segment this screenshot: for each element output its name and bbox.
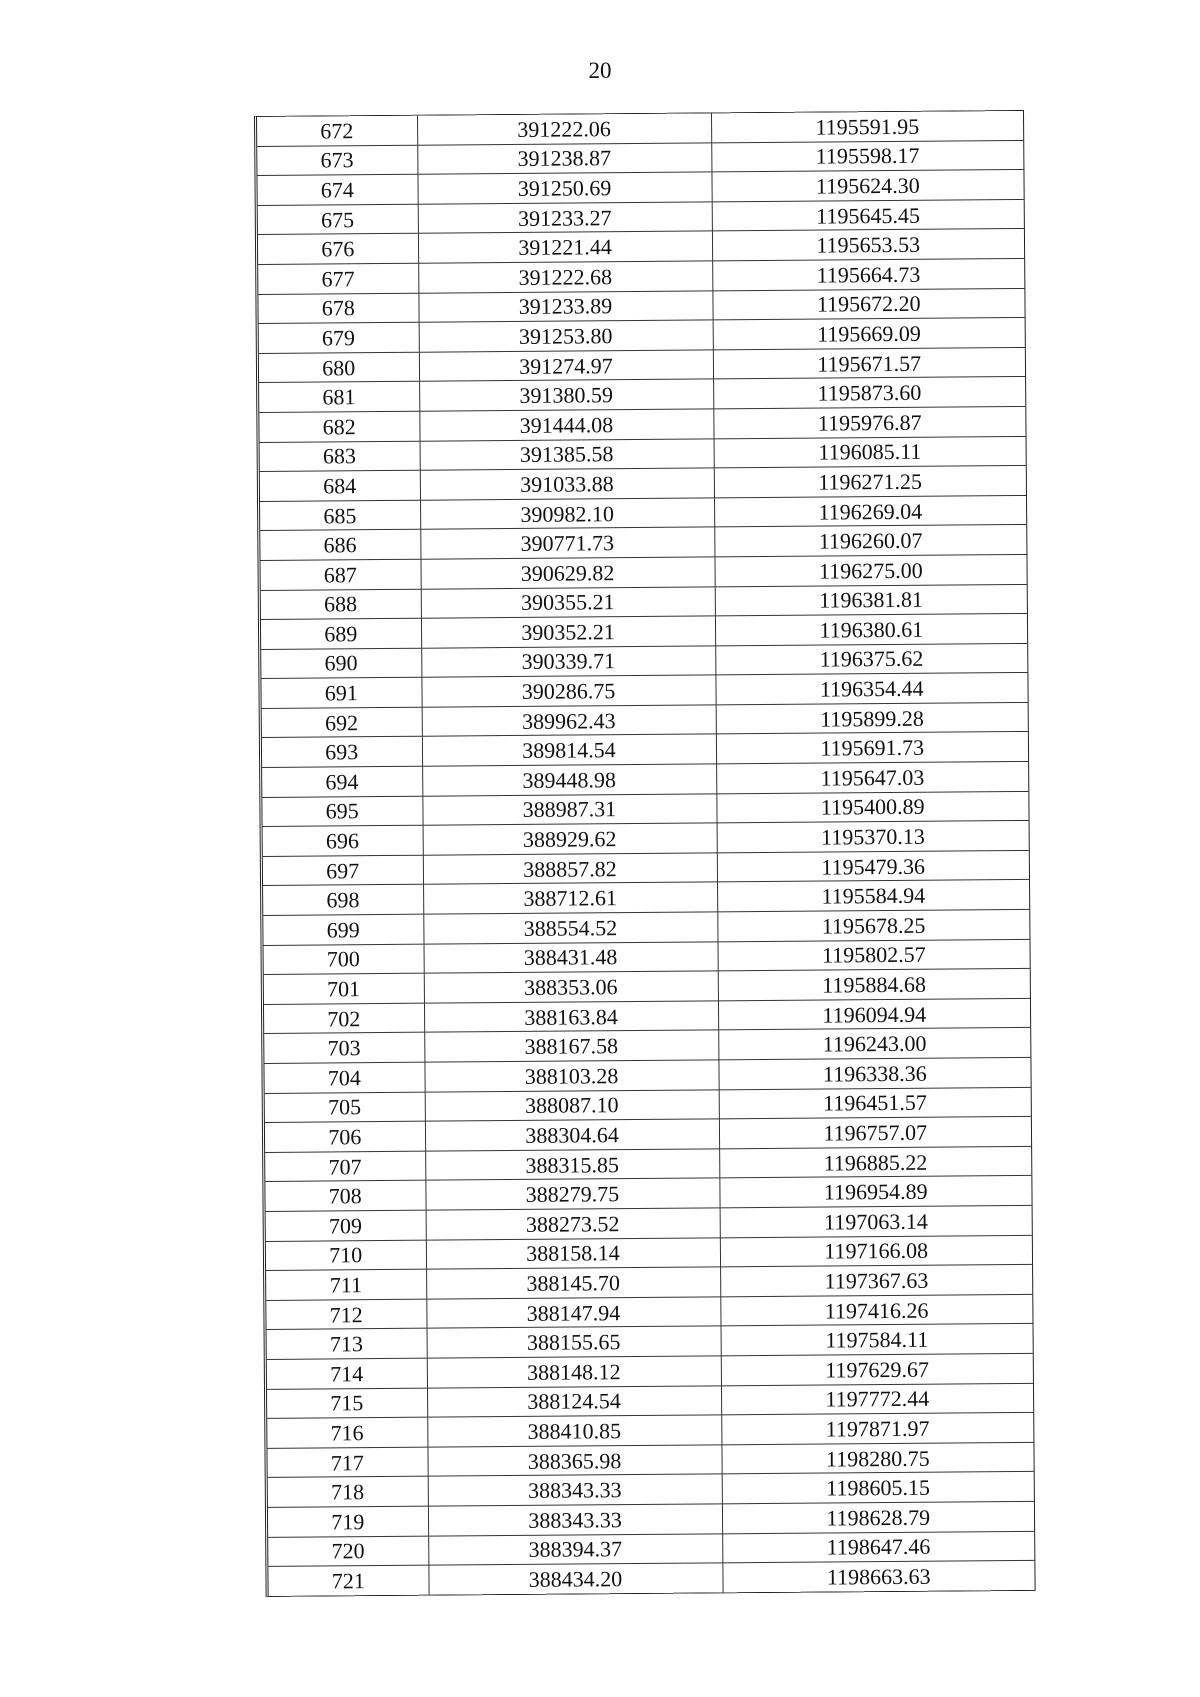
x-coordinate-cell: 388394.37 (428, 1533, 722, 1565)
x-coordinate-cell: 390339.71 (421, 646, 715, 678)
x-coordinate-cell: 388315.85 (425, 1149, 719, 1181)
point-number-cell: 717 (267, 1447, 427, 1478)
y-coordinate-cell: 1195669.09 (713, 318, 1025, 350)
y-coordinate-cell: 1196451.57 (719, 1087, 1031, 1119)
point-number-cell: 708 (265, 1181, 425, 1212)
y-coordinate-cell: 1195479.36 (717, 850, 1029, 882)
point-number-cell: 714 (267, 1358, 427, 1389)
y-coordinate-cell: 1196338.36 (718, 1057, 1030, 1089)
y-coordinate-cell: 1195691.73 (716, 732, 1028, 764)
y-coordinate-cell: 1198647.46 (722, 1531, 1034, 1563)
x-coordinate-cell: 390771.73 (420, 527, 714, 559)
y-coordinate-cell: 1195647.03 (716, 762, 1028, 794)
x-coordinate-cell: 388124.54 (427, 1385, 721, 1417)
x-coordinate-cell: 391253.80 (419, 320, 713, 352)
y-coordinate-cell: 1197871.97 (721, 1413, 1033, 1445)
x-coordinate-cell: 391222.06 (417, 113, 711, 144)
x-coordinate-cell: 388145.70 (426, 1267, 720, 1299)
y-coordinate-cell: 1196085.11 (714, 436, 1026, 468)
x-coordinate-cell: 389962.43 (422, 705, 716, 737)
point-number-cell: 677 (258, 263, 418, 294)
y-coordinate-cell: 1195802.57 (717, 939, 1029, 971)
y-coordinate-cell: 1195873.60 (713, 377, 1025, 409)
x-coordinate-cell: 391033.88 (420, 468, 714, 500)
point-number-cell: 686 (260, 530, 420, 561)
point-number-cell: 687 (260, 559, 420, 590)
point-number-cell: 699 (263, 914, 423, 945)
point-number-cell: 703 (264, 1033, 424, 1064)
x-coordinate-cell: 388431.48 (424, 942, 718, 974)
point-number-cell: 707 (265, 1151, 425, 1182)
y-coordinate-cell: 1196757.07 (719, 1117, 1031, 1149)
x-coordinate-cell: 388343.33 (428, 1504, 722, 1536)
y-coordinate-cell: 1195598.17 (711, 140, 1023, 172)
x-coordinate-cell: 388410.85 (427, 1415, 721, 1447)
point-number-cell: 720 (268, 1536, 428, 1567)
x-coordinate-cell: 388712.61 (423, 882, 717, 914)
x-coordinate-cell: 388103.28 (424, 1060, 718, 1092)
point-number-cell: 689 (261, 618, 421, 649)
y-coordinate-cell: 1198663.63 (826, 1563, 931, 1590)
y-coordinate-cell: 1197367.63 (720, 1265, 1032, 1297)
y-coordinate-cell: 1195591.95 (711, 111, 1023, 143)
point-number-cell: 715 (267, 1388, 427, 1419)
x-coordinate-cell: 388857.82 (423, 853, 717, 885)
point-number-cell: 705 (265, 1092, 425, 1123)
y-coordinate-cell: 1195672.20 (712, 288, 1024, 320)
y-coordinate-cell: 1195653.53 (712, 229, 1024, 261)
point-number-cell: 718 (268, 1476, 428, 1507)
y-coordinate-cell: 1196381.81 (715, 584, 1027, 616)
y-coordinate-cell: 1198628.79 (722, 1501, 1034, 1533)
point-number-cell: 711 (266, 1269, 426, 1300)
x-coordinate-cell: 388353.06 (424, 971, 718, 1003)
point-number-cell: 678 (258, 293, 418, 324)
table-body (257, 111, 1035, 1596)
y-coordinate-cell: 1196260.07 (714, 525, 1026, 557)
x-coordinate-cell: 390982.10 (420, 498, 714, 530)
point-number-cell: 698 (263, 885, 423, 916)
page-number: 20 (588, 58, 612, 83)
x-coordinate-cell: 388167.58 (424, 1030, 718, 1062)
y-coordinate-cell: 1197063.14 (720, 1205, 1032, 1237)
point-number-cell: 712 (266, 1299, 426, 1330)
y-coordinate-cell: 1195370.13 (717, 821, 1029, 853)
x-coordinate-cell: 388155.65 (427, 1326, 721, 1358)
x-coordinate-cell: 390286.75 (421, 675, 715, 707)
point-number-cell: 694 (262, 766, 422, 797)
point-number-cell: 709 (266, 1210, 426, 1241)
x-coordinate-cell: 390352.21 (421, 616, 715, 648)
point-number-cell: 719 (268, 1506, 428, 1537)
x-coordinate-cell: 388987.31 (422, 794, 716, 826)
y-coordinate-cell: 1195671.57 (713, 347, 1025, 379)
point-number-cell: 701 (264, 973, 424, 1004)
x-coordinate-cell: 391238.87 (417, 143, 711, 175)
x-coordinate-cell: 391385.58 (420, 438, 714, 470)
point-number-cell: 684 (260, 470, 420, 501)
coordinates-table (257, 111, 1035, 1596)
y-coordinate-cell: 1195664.73 (712, 258, 1024, 290)
y-coordinate-cell: 1195884.68 (718, 969, 1030, 1001)
x-coordinate-cell: 388554.52 (423, 912, 717, 944)
x-coordinate-cell: 391380.59 (419, 379, 713, 411)
x-coordinate-cell: 391233.89 (418, 290, 712, 322)
x-coordinate-cell: 389814.54 (422, 734, 716, 766)
y-coordinate-cell: 1195584.94 (717, 880, 1029, 912)
x-coordinate-cell: 390629.82 (420, 557, 714, 589)
x-coordinate-cell: 391233.27 (418, 202, 712, 234)
point-number-cell: 674 (257, 174, 417, 205)
point-number-cell: 700 (264, 944, 424, 975)
y-coordinate-cell: 1196954.89 (719, 1176, 1031, 1208)
point-number-cell: 679 (259, 322, 419, 353)
point-number-cell: 676 (258, 234, 418, 265)
y-coordinate-cell: 1197416.26 (720, 1294, 1032, 1326)
point-number-cell: 693 (262, 737, 422, 768)
x-coordinate-cell: 388343.33 (428, 1474, 722, 1506)
table-row (268, 1561, 1034, 1596)
y-coordinate-cell: 1196885.22 (719, 1146, 1031, 1178)
y-coordinate-cell: 1195624.30 (711, 170, 1023, 202)
x-coordinate-cell: 388273.52 (426, 1208, 720, 1240)
x-coordinate-cell: 388087.10 (425, 1089, 719, 1121)
y-coordinate-cell: 1195645.45 (712, 199, 1024, 231)
x-coordinate-cell: 391274.97 (419, 350, 713, 382)
x-coordinate-cell: 391221.44 (418, 231, 712, 263)
point-number-cell: 706 (265, 1121, 425, 1152)
point-number-cell: 710 (266, 1240, 426, 1271)
y-coordinate-cell: 1196380.61 (715, 614, 1027, 646)
point-number-cell: 695 (262, 796, 422, 827)
y-coordinate-cell: 1197584.11 (721, 1324, 1033, 1356)
point-number-cell: 713 (267, 1329, 427, 1360)
x-coordinate-cell: 391250.69 (417, 172, 711, 204)
y-coordinate-cell: 1196271.25 (714, 466, 1026, 498)
point-number-cell: 716 (267, 1417, 427, 1448)
y-coordinate-cell: 1198280.75 (721, 1442, 1033, 1474)
x-coordinate-cell: 388279.75 (425, 1178, 719, 1210)
point-number-cell: 697 (263, 855, 423, 886)
x-coordinate-cell: 388158.14 (426, 1237, 720, 1269)
y-coordinate-cell: 1195400.89 (716, 791, 1028, 823)
point-number-cell: 704 (264, 1062, 424, 1093)
y-coordinate-cell: 1198605.15 (722, 1472, 1034, 1504)
x-coordinate-cell: 388147.94 (426, 1297, 720, 1329)
x-coordinate-cell: 388434.20 (428, 1563, 722, 1594)
x-coordinate-cell: 388365.98 (427, 1445, 721, 1477)
point-number-cell: 683 (260, 441, 420, 472)
y-coordinate-cell: 1196375.62 (715, 643, 1027, 675)
point-number-cell: 696 (263, 825, 423, 856)
y-coordinate-cell: 1196275.00 (714, 554, 1026, 586)
point-number-cell: 685 (260, 500, 420, 531)
y-coordinate-cell: 1196354.44 (715, 673, 1027, 705)
point-number-cell: 702 (264, 1003, 424, 1034)
x-coordinate-cell: 388929.62 (423, 823, 717, 855)
y-coordinate-cell: 1196243.00 (718, 1028, 1030, 1060)
x-coordinate-cell: 391222.68 (418, 261, 712, 293)
y-coordinate-cell: 1197629.67 (721, 1353, 1033, 1385)
y-coordinate-cell: 1195976.87 (713, 406, 1025, 438)
x-coordinate-cell: 391444.08 (419, 409, 713, 441)
y-coordinate-cell: 1197166.08 (720, 1235, 1032, 1267)
point-number-cell: 680 (259, 352, 419, 383)
x-coordinate-cell: 388148.12 (427, 1356, 721, 1388)
point-number-cell: 692 (262, 707, 422, 738)
x-coordinate-cell: 388304.64 (425, 1119, 719, 1151)
point-number-cell: 682 (259, 411, 419, 442)
point-number-cell: 691 (261, 677, 421, 708)
point-number-cell: 672 (257, 116, 417, 146)
y-coordinate-cell: 1197772.44 (721, 1383, 1033, 1415)
x-coordinate-cell: 390355.21 (421, 586, 715, 618)
point-number-cell: 681 (259, 382, 419, 413)
x-coordinate-cell: 388163.84 (424, 1001, 718, 1033)
point-number-cell: 721 (268, 1565, 428, 1595)
point-number-cell: 673 (257, 145, 417, 176)
point-number-cell: 690 (261, 648, 421, 679)
x-coordinate-cell: 389448.98 (422, 764, 716, 796)
coordinates-table-container (254, 110, 1036, 1597)
y-coordinate-cell: 1196269.04 (714, 495, 1026, 527)
point-number-cell: 675 (258, 204, 418, 235)
y-coordinate-cell: 1195899.28 (716, 702, 1028, 734)
point-number-cell: 688 (261, 589, 421, 620)
y-coordinate-cell: 1195678.25 (717, 909, 1029, 941)
y-coordinate-cell: 1196094.94 (718, 998, 1030, 1030)
